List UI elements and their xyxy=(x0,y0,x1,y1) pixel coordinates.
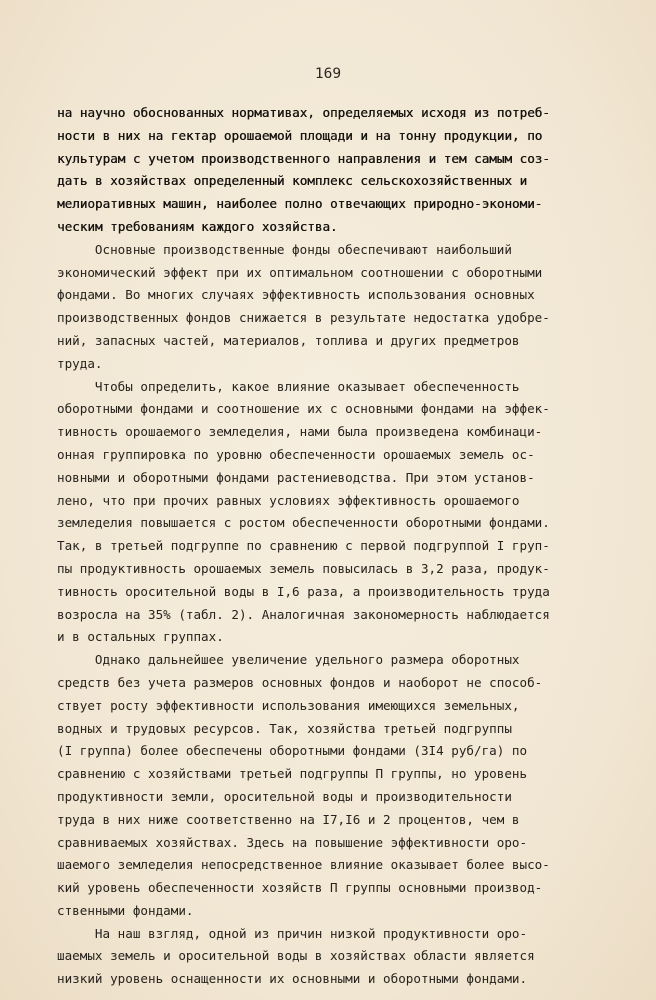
text-line: на научно обоснованных нормативах, определяемых исходя из потреб- xyxy=(57,105,550,120)
text-line: продуктивности земли, оросительной воды и производительности xyxy=(57,788,512,804)
text-line: экономический эффект при их оптимальном соотношении с оборотными xyxy=(57,264,543,280)
text-line: ственными фондами. xyxy=(57,902,194,918)
text-line: новными и оборотными фондами растениеводства. При этом установ- xyxy=(57,469,535,485)
page-number: 169 xyxy=(314,66,342,82)
text-line: тивность орошаемого земледелия, нами была произведена комбинаци- xyxy=(57,424,543,440)
text-line: онная группировка по уровню обеспеченности орошаемых земель ос- xyxy=(57,446,535,462)
text-line: сравниваемых хозяйствах. Здесь на повышение эффективности оро- xyxy=(57,834,528,850)
text-line: Чтобы определить, какое влияние оказывает обеспеченность xyxy=(57,378,520,394)
text-line: и в остальных группах. xyxy=(57,629,224,645)
text-line: возросла на 35% (табл. 2). Аналогичная закономерность наблюдается xyxy=(57,606,550,622)
text-line: ческим требованиям каждого хозяйства. xyxy=(57,218,338,234)
text-line: ствует росту эффективности использования имеющихся земельных, xyxy=(57,697,520,713)
body-text xyxy=(57,102,607,991)
text-line: На наш взгляд, одной из причин низкой продуктивности оро- xyxy=(57,925,528,941)
text-line: мелиоративных машин, наиболее полно отвечающих природно-экономи- xyxy=(57,196,543,212)
text-line: (I группа) более обеспечены оборотными фондами (3I4 руб/га) по xyxy=(57,743,528,759)
text-line: пы продуктивность орошаемых земель повысилась в 3,2 раза, продук- xyxy=(57,560,550,576)
text-line: низкий уровень оснащенности их основными и оборотными фондами. xyxy=(57,971,528,987)
text-line: тивность оросительной воды в I,6 раза, а производительность труда xyxy=(57,583,550,599)
text-line: Однако дальнейшее увеличение удельного размера оборотных xyxy=(57,652,520,668)
text-line: оборотными фондами и соотношение их с основными фондами на эффек- xyxy=(57,401,550,417)
text-line: кий уровень обеспеченности хозяйств П группы основными производ- xyxy=(57,880,543,896)
text-line: ности в них на гектар орошаемой площади и на тонну продукции, по xyxy=(57,127,543,143)
text-line: Основные производственные фонды обеспечивают наибольший xyxy=(57,241,512,257)
text-line: водных и трудовых ресурсов. Так, хозяйства третьей подгруппы xyxy=(57,720,512,736)
text-line: лено, что при прочих равных условиях эффективность орошаемого xyxy=(57,492,520,508)
text-line: Так, в третьей подгруппе по сравнению с первой подгруппой I груп- xyxy=(57,538,550,554)
text-line: средств без учета размеров основных фондов и наоборот не способ- xyxy=(57,674,543,690)
text-line: производственных фондов снижается в результате недостатка удобре- xyxy=(57,310,550,326)
text-line: фондами. Во многих случаях эффективность использования основных xyxy=(57,287,535,303)
text-line: труда в них ниже соответственно на I7,I6 и 2 процентов, чем в xyxy=(57,811,520,827)
text-line: земледелия повышается с ростом обеспеченности оборотными фондами. xyxy=(57,515,550,531)
text-line: культурам с учетом производственного направления и тем самым соз- xyxy=(57,150,550,166)
text-line: шаемого земледелия непосредственное влияние оказывает более высо- xyxy=(57,857,550,873)
text-line: труда. xyxy=(57,355,103,371)
text-line: сравнению с хозяйствами третьей подгруппы П группы, но уровень xyxy=(57,766,528,782)
text-line: ний, запасных частей, материалов, топлива и других предметров xyxy=(57,332,520,348)
text-line: шаемых земель и оросительной воды в хозяйствах области является xyxy=(57,948,535,964)
text-line: дать в хозяйствах определенный комплекс сельскохозяйственных и xyxy=(57,173,528,189)
